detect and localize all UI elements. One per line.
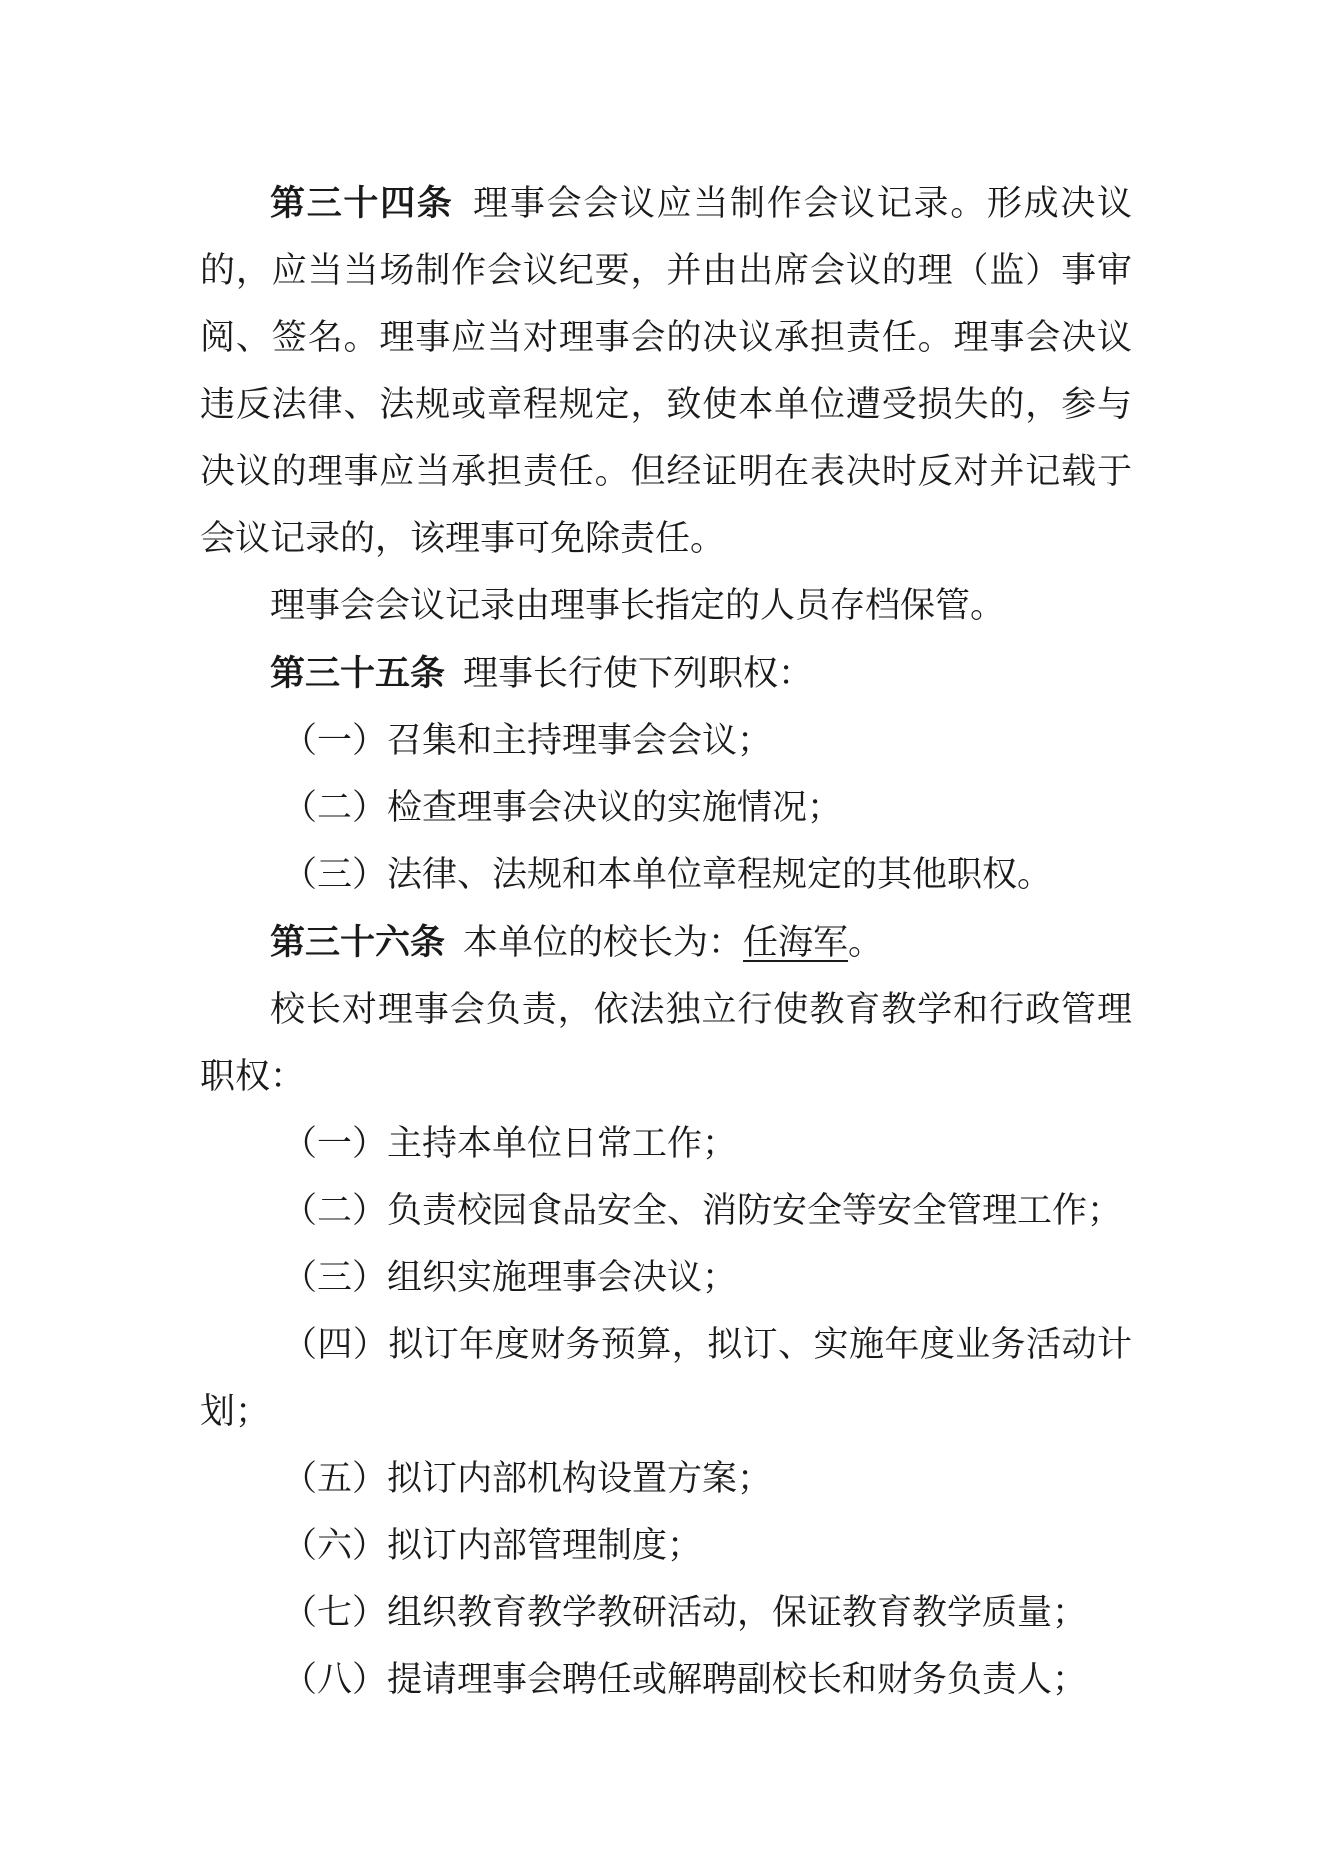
article-36-item: （八）提请理事会聘任或解聘副校长和财务负责人； bbox=[282, 1660, 1088, 1700]
article-36-item: （七）组织教育教学教研活动，保证教育教学质量； bbox=[282, 1593, 1088, 1633]
article-35-item: （一）召集和主持理事会会议； bbox=[282, 721, 773, 761]
article-34-heading: 第三十四条 bbox=[270, 183, 454, 224]
article-36-item: （四）拟订年度财务预算，拟订、实施年度业务活动计划； bbox=[200, 1325, 1132, 1432]
article-36-paragraph bbox=[200, 909, 1132, 977]
article-36-text: 本单位的校长为： bbox=[463, 923, 744, 963]
article-35-heading: 第三十五条 bbox=[270, 653, 446, 694]
article-35-paragraph bbox=[200, 640, 1132, 708]
article-36-heading: 第三十六条 bbox=[270, 922, 446, 963]
article-36-item: （二）负责校园食品安全、消防安全等安全管理工作； bbox=[282, 1191, 1123, 1231]
article-36-paragraph-2: 校长对理事会负责，依法独立行使教育教学和行政管理职权： bbox=[200, 990, 1132, 1097]
document-body bbox=[200, 170, 1132, 1714]
article-34-text: 理事会会议应当制作会议记录。形成决议的，应当当场制作会议纪要，并由出席会议的理（监）事审阅、签名。理事应当对理事会的决议承担责任。理事会决议违反法律、法规或章程规定，致使本单位遭受损失的，参与决议的理事应当承担责任。但经证明在表决时反对并记载于会议记录的，该理事可免除责任。 bbox=[200, 184, 1132, 559]
article-36-item: （五）拟订内部机构设置方案； bbox=[282, 1459, 773, 1499]
article-36-item: （三）组织实施理事会决议； bbox=[282, 1258, 738, 1298]
article-36-item: （六）拟订内部管理制度； bbox=[282, 1526, 703, 1566]
article-34-paragraph-2: 理事会会议记录由理事长指定的人员存档保管。 bbox=[270, 586, 1006, 626]
article-36-item: （一）主持本单位日常工作； bbox=[282, 1124, 738, 1164]
article-35-item: （三）法律、法规和本单位章程规定的其他职权。 bbox=[282, 855, 1053, 895]
article-35-item: （二）检查理事会决议的实施情况； bbox=[282, 788, 843, 828]
article-35-text: 理事长行使下列职权： bbox=[463, 654, 814, 694]
principal-name: 任海军 bbox=[743, 923, 849, 963]
article-34-paragraph bbox=[200, 170, 1132, 573]
article-36-text-end: 。 bbox=[848, 923, 884, 963]
